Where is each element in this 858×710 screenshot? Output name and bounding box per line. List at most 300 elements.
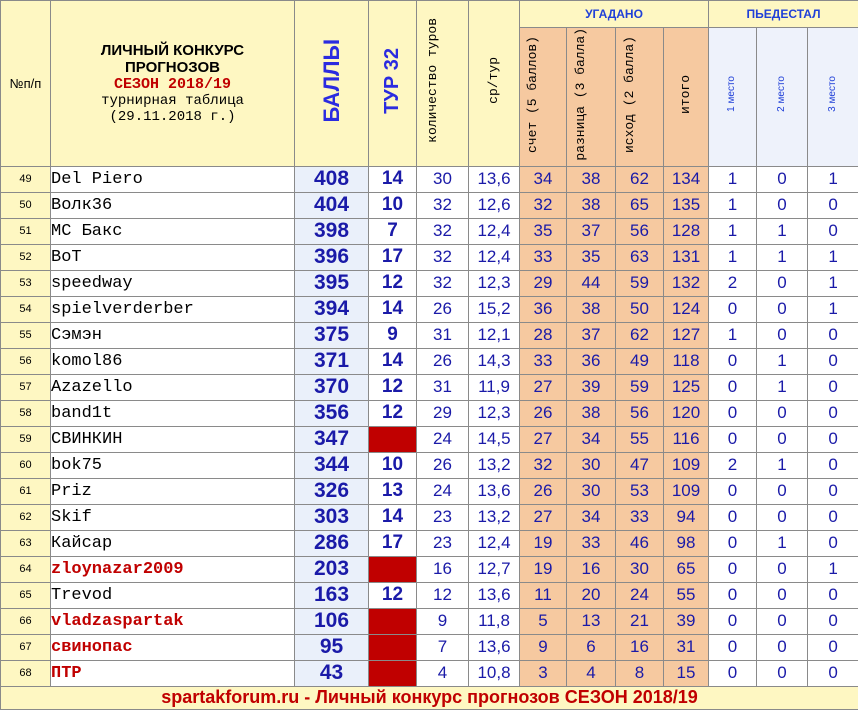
tour-32-cell: 13 [369,478,417,504]
table-row [1,608,858,634]
avg-per-tour-cell: 12,4 [469,218,520,244]
points-column-header [295,1,369,167]
row-number: 52 [1,244,51,270]
table-row [1,218,858,244]
exact-score-cell: 3 [520,660,567,686]
title-season: СЕЗОН 2018/19 [51,76,294,93]
outcome-cell: 53 [616,478,664,504]
place1-cell: 1 [709,322,757,348]
participant-name: spielverderber [51,296,295,322]
table-row [1,400,858,426]
place1-header-label: 1 место [727,76,738,112]
tour-32-cell [369,426,417,452]
row-number: 61 [1,478,51,504]
place2-cell: 0 [757,322,808,348]
guessed-total-cell: 127 [664,322,709,348]
place1-cell: 0 [709,504,757,530]
place3-header-label: 3 место [828,76,839,112]
difference-cell: 38 [567,400,616,426]
tour-column-header [369,1,417,167]
guessed-total-cell: 39 [664,608,709,634]
place2-cell: 1 [757,530,808,556]
place3-cell: 0 [808,348,858,374]
place1-cell: 1 [709,192,757,218]
difference-cell: 38 [567,296,616,322]
points-cell: 303 [295,504,369,530]
place1-cell: 0 [709,660,757,686]
points-cell: 398 [295,218,369,244]
place3-cell: 0 [808,504,858,530]
points-cell: 395 [295,270,369,296]
outcome-cell: 8 [616,660,664,686]
place1-cell: 0 [709,348,757,374]
exact-score-cell: 5 [520,608,567,634]
place2-cell: 1 [757,218,808,244]
outcome-cell: 30 [616,556,664,582]
table-title [51,1,295,167]
place1-cell: 0 [709,530,757,556]
avg-per-tour-cell: 12,1 [469,322,520,348]
avg-per-tour-cell: 10,8 [469,660,520,686]
table-row [1,504,858,530]
tours-count-cell: 32 [417,218,469,244]
exact-score-cell: 27 [520,374,567,400]
tour-32-cell: 12 [369,374,417,400]
row-number: 62 [1,504,51,530]
participant-name: свинопас [51,634,295,660]
tour-32-cell: 12 [369,270,417,296]
place3-cell: 0 [808,452,858,478]
row-number: 68 [1,660,51,686]
avg-per-tour-cell: 12,3 [469,270,520,296]
points-cell: 106 [295,608,369,634]
points-cell: 375 [295,322,369,348]
place2-cell: 0 [757,270,808,296]
exact-score-header-label: счет (5 баллов) [526,36,560,153]
points-cell: 394 [295,296,369,322]
participant-name: BoT [51,244,295,270]
tour-32-cell: 7 [369,218,417,244]
points-header-label: БАЛЛЫ [320,39,343,123]
table-row [1,452,858,478]
place3-cell: 0 [808,192,858,218]
exact-score-cell: 19 [520,530,567,556]
guessed-total-cell: 125 [664,374,709,400]
exact-score-cell: 11 [520,582,567,608]
outcome-cell: 46 [616,530,664,556]
points-cell: 203 [295,556,369,582]
place3-cell: 1 [808,296,858,322]
participant-name: Trevod [51,582,295,608]
tours-count-cell: 7 [417,634,469,660]
avg-header-label: ср/тур [487,57,501,104]
avg-per-tour-cell: 14,3 [469,348,520,374]
difference-cell: 38 [567,192,616,218]
outcome-cell: 65 [616,192,664,218]
participant-name: speedway [51,270,295,296]
participant-name: Del Piero [51,166,295,192]
outcome-cell: 16 [616,634,664,660]
avg-per-tour-cell: 13,6 [469,634,520,660]
points-cell: 43 [295,660,369,686]
guessed-total-cell: 134 [664,166,709,192]
num-column-header: №п/п [1,1,51,167]
place3-cell: 0 [808,608,858,634]
outcome-cell: 55 [616,426,664,452]
title-subtitle: турнирная таблица [51,93,294,109]
difference-cell: 33 [567,530,616,556]
guessed-total-cell: 109 [664,478,709,504]
row-number: 49 [1,166,51,192]
tour-32-cell: 14 [369,166,417,192]
points-cell: 344 [295,452,369,478]
outcome-cell: 24 [616,582,664,608]
guessed-group-header: УГАДАНО [520,1,709,28]
tour-32-cell: 12 [369,400,417,426]
place2-cell: 1 [757,348,808,374]
difference-cell: 38 [567,166,616,192]
title-line-2: ПРОГНОЗОВ [51,59,294,76]
title-date: (29.11.2018 г.) [51,109,294,125]
points-cell: 356 [295,400,369,426]
place1-cell: 0 [709,374,757,400]
place2-cell: 0 [757,400,808,426]
table-row [1,478,858,504]
outcome-cell: 49 [616,348,664,374]
participant-name: Кайсар [51,530,295,556]
difference-cell: 30 [567,478,616,504]
participant-name: bok75 [51,452,295,478]
avg-per-tour-cell: 13,6 [469,478,520,504]
place3-cell: 1 [808,556,858,582]
tours-count-cell: 24 [417,426,469,452]
difference-cell: 20 [567,582,616,608]
outcome-cell: 62 [616,166,664,192]
place3-cell: 0 [808,660,858,686]
outcome-cell: 33 [616,504,664,530]
tours-count-cell: 30 [417,166,469,192]
avg-column-header [469,1,520,167]
difference-cell: 35 [567,244,616,270]
place1-cell: 1 [709,218,757,244]
exact-score-cell: 27 [520,504,567,530]
difference-cell: 30 [567,452,616,478]
row-number: 66 [1,608,51,634]
table-row [1,192,858,218]
tour-32-cell: 14 [369,504,417,530]
guessed-total-cell: 120 [664,400,709,426]
place1-cell: 2 [709,270,757,296]
exact-score-cell: 9 [520,634,567,660]
difference-cell: 34 [567,504,616,530]
guessed-total-cell: 55 [664,582,709,608]
place3-cell: 0 [808,322,858,348]
avg-per-tour-cell: 11,9 [469,374,520,400]
podium-group-header: ПЬЕДЕСТАЛ [709,1,858,28]
outcome-header-label: исход (2 балла) [623,36,657,153]
tours-count-cell: 32 [417,192,469,218]
tours-count-cell: 26 [417,452,469,478]
participant-name: MC Бакс [51,218,295,244]
points-cell: 371 [295,348,369,374]
avg-per-tour-cell: 13,6 [469,582,520,608]
place3-cell: 1 [808,166,858,192]
tour-32-cell: 17 [369,244,417,270]
guessed-total-cell: 118 [664,348,709,374]
tour-32-cell [369,608,417,634]
footer-caption: spartakforum.ru - Личный конкурс прогнозов СЕЗОН 2018/19 [1,686,858,709]
place2-cell: 0 [757,582,808,608]
exact-score-cell: 36 [520,296,567,322]
table-row [1,374,858,400]
outcome-cell: 47 [616,452,664,478]
place2-cell: 0 [757,660,808,686]
tours-count-cell: 4 [417,660,469,686]
tour-header-label: ТУР 32 [382,48,403,114]
table-row [1,348,858,374]
tours-count-cell: 32 [417,270,469,296]
place2-cell: 0 [757,478,808,504]
points-cell: 326 [295,478,369,504]
place2-cell: 0 [757,504,808,530]
tours-count-header-label: количество туров [426,18,460,143]
points-cell: 370 [295,374,369,400]
row-number: 65 [1,582,51,608]
place2-header-label: 2 место [777,76,788,112]
place2-cell: 1 [757,244,808,270]
place2-cell: 0 [757,426,808,452]
outcome-cell: 56 [616,218,664,244]
tour-32-cell: 14 [369,296,417,322]
place1-cell: 0 [709,608,757,634]
avg-per-tour-cell: 12,4 [469,530,520,556]
place3-cell: 0 [808,478,858,504]
avg-per-tour-cell: 12,6 [469,192,520,218]
table-row [1,634,858,660]
difference-cell: 4 [567,660,616,686]
participant-name: zloynazar2009 [51,556,295,582]
tours-count-cell: 26 [417,348,469,374]
row-number: 51 [1,218,51,244]
difference-cell: 16 [567,556,616,582]
exact-score-cell: 35 [520,218,567,244]
tour-32-cell: 10 [369,192,417,218]
tour-32-cell: 17 [369,530,417,556]
table-row [1,270,858,296]
points-cell: 95 [295,634,369,660]
points-cell: 396 [295,244,369,270]
tours-count-cell: 29 [417,400,469,426]
outcome-column-header [616,28,664,167]
table-row [1,426,858,452]
guessed-total-cell: 124 [664,296,709,322]
row-number: 58 [1,400,51,426]
row-number: 53 [1,270,51,296]
place2-cell: 1 [757,452,808,478]
avg-per-tour-cell: 12,3 [469,400,520,426]
participant-name: Сэмэн [51,322,295,348]
exact-score-cell: 19 [520,556,567,582]
guessed-total-cell: 131 [664,244,709,270]
place3-cell: 0 [808,374,858,400]
place2-cell: 0 [757,556,808,582]
participant-name: СВИНКИН [51,426,295,452]
place2-cell: 0 [757,608,808,634]
tours-count-cell: 12 [417,582,469,608]
tour-32-cell: 10 [369,452,417,478]
difference-cell: 34 [567,426,616,452]
participant-name: ПТР [51,660,295,686]
table-row [1,166,858,192]
avg-per-tour-cell: 12,7 [469,556,520,582]
place2-cell: 1 [757,374,808,400]
avg-per-tour-cell: 15,2 [469,296,520,322]
table-row [1,296,858,322]
exact-score-cell: 29 [520,270,567,296]
place1-cell: 0 [709,400,757,426]
guessed-total-cell: 116 [664,426,709,452]
avg-per-tour-cell: 14,5 [469,426,520,452]
difference-cell: 37 [567,218,616,244]
title-line-1: ЛИЧНЫЙ КОНКУРС [51,42,294,59]
tours-count-cell: 26 [417,296,469,322]
table-row [1,660,858,686]
tours-count-cell: 32 [417,244,469,270]
guessed-total-cell: 31 [664,634,709,660]
guessed-total-column-header [664,28,709,167]
guessed-total-cell: 132 [664,270,709,296]
row-number: 67 [1,634,51,660]
outcome-cell: 59 [616,374,664,400]
participant-name: Azazello [51,374,295,400]
header-row-1 [1,1,858,28]
outcome-cell: 62 [616,322,664,348]
participant-name: Skif [51,504,295,530]
outcome-cell: 56 [616,400,664,426]
outcome-cell: 21 [616,608,664,634]
tour-32-cell [369,634,417,660]
participant-name: Волк36 [51,192,295,218]
tour-32-cell [369,556,417,582]
place1-column-header [709,28,757,167]
exact-score-cell: 32 [520,192,567,218]
avg-per-tour-cell: 13,2 [469,452,520,478]
exact-score-cell: 28 [520,322,567,348]
tours-count-cell: 23 [417,530,469,556]
guessed-total-cell: 128 [664,218,709,244]
tours-count-cell: 31 [417,322,469,348]
points-cell: 408 [295,166,369,192]
place2-column-header [757,28,808,167]
row-number: 56 [1,348,51,374]
avg-per-tour-cell: 11,8 [469,608,520,634]
table-row [1,556,858,582]
guessed-total-cell: 15 [664,660,709,686]
exact-score-cell: 27 [520,426,567,452]
avg-per-tour-cell: 12,4 [469,244,520,270]
difference-cell: 44 [567,270,616,296]
place1-cell: 0 [709,426,757,452]
tour-32-cell: 12 [369,582,417,608]
place3-cell: 0 [808,426,858,452]
place1-cell: 0 [709,478,757,504]
tours-count-cell: 31 [417,374,469,400]
row-number: 64 [1,556,51,582]
guessed-total-cell: 135 [664,192,709,218]
place1-cell: 1 [709,244,757,270]
place2-cell: 0 [757,166,808,192]
exact-score-cell: 33 [520,348,567,374]
outcome-cell: 50 [616,296,664,322]
table-body [1,166,858,686]
place3-cell: 1 [808,270,858,296]
place3-cell: 0 [808,218,858,244]
place3-cell: 1 [808,244,858,270]
place3-column-header [808,28,858,167]
place1-cell: 0 [709,556,757,582]
difference-cell: 13 [567,608,616,634]
tour-32-cell [369,660,417,686]
place2-cell: 0 [757,192,808,218]
table-row [1,322,858,348]
difference-cell: 36 [567,348,616,374]
participant-name: vladzaspartak [51,608,295,634]
place1-cell: 0 [709,296,757,322]
place1-cell: 0 [709,582,757,608]
place3-cell: 0 [808,400,858,426]
place3-cell: 0 [808,582,858,608]
row-number: 50 [1,192,51,218]
points-cell: 286 [295,530,369,556]
row-number: 60 [1,452,51,478]
place3-cell: 0 [808,530,858,556]
place3-cell: 0 [808,634,858,660]
points-cell: 163 [295,582,369,608]
tours-count-cell: 24 [417,478,469,504]
place1-cell: 0 [709,634,757,660]
tours-count-cell: 16 [417,556,469,582]
difference-column-header [567,28,616,167]
row-number: 57 [1,374,51,400]
row-number: 54 [1,296,51,322]
exact-score-cell: 26 [520,478,567,504]
table-row [1,244,858,270]
exact-score-cell: 32 [520,452,567,478]
exact-score-cell: 34 [520,166,567,192]
points-cell: 404 [295,192,369,218]
tours-count-column-header [417,1,469,167]
points-cell: 347 [295,426,369,452]
tours-count-cell: 23 [417,504,469,530]
guessed-total-cell: 98 [664,530,709,556]
tour-32-cell: 9 [369,322,417,348]
guessed-total-cell: 65 [664,556,709,582]
place1-cell: 1 [709,166,757,192]
participant-name: komol86 [51,348,295,374]
guessed-total-header-label: итого [679,75,693,114]
place1-cell: 2 [709,452,757,478]
participant-name: band1t [51,400,295,426]
outcome-cell: 63 [616,244,664,270]
outcome-cell: 59 [616,270,664,296]
row-number: 55 [1,322,51,348]
difference-cell: 39 [567,374,616,400]
place2-cell: 0 [757,296,808,322]
tour-32-cell: 14 [369,348,417,374]
exact-score-cell: 26 [520,400,567,426]
participant-name: Priz [51,478,295,504]
guessed-total-cell: 94 [664,504,709,530]
